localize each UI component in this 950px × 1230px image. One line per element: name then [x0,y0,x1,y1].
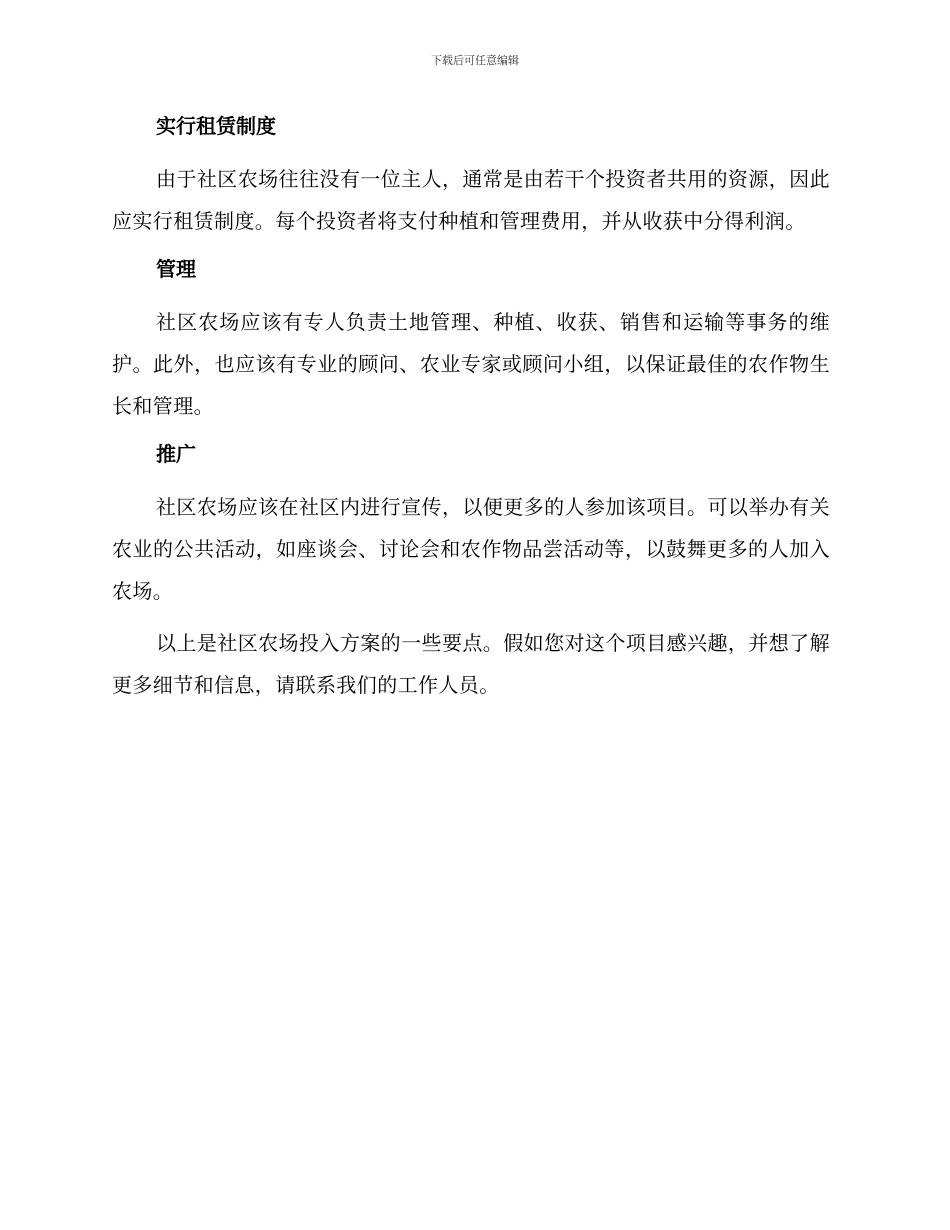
section-promotion [112,440,830,612]
section-paragraph: 社区农场应该有专人负责土地管理、种植、收获、销售和运输等事务的维护。此外，也应该有专业的顾问、农业专家或顾问小组，以保证最佳的农作物生长和管理。 [112,310,830,418]
section-paragraph: 由于社区农场往往没有一位主人，通常是由若干个投资者共用的资源，因此应实行租赁制度。每个投资者将支付种植和管理费用，并从收获中分得利润。 [112,167,830,233]
document-body [112,112,830,706]
section-heading: 管理 [156,257,196,281]
section-paragraph: 社区农场应该在社区内进行宣传，以便更多的人参加该项目。可以举办有关农业的公共活动，如座谈会、讨论会和农作物品尝活动等，以鼓舞更多的人加入农场。 [112,495,830,603]
closing-paragraph: 以上是社区农场投入方案的一些要点。假如您对这个项目感兴趣，并想了解更多细节和信息，请联系我们的工作人员。 [112,631,830,697]
section-management [112,255,830,427]
section-lease-system [112,112,830,242]
section-heading: 实行租赁制度 [156,114,276,138]
page-header: 下载后可任意编辑 [431,54,519,67]
section-heading: 推广 [156,442,196,466]
